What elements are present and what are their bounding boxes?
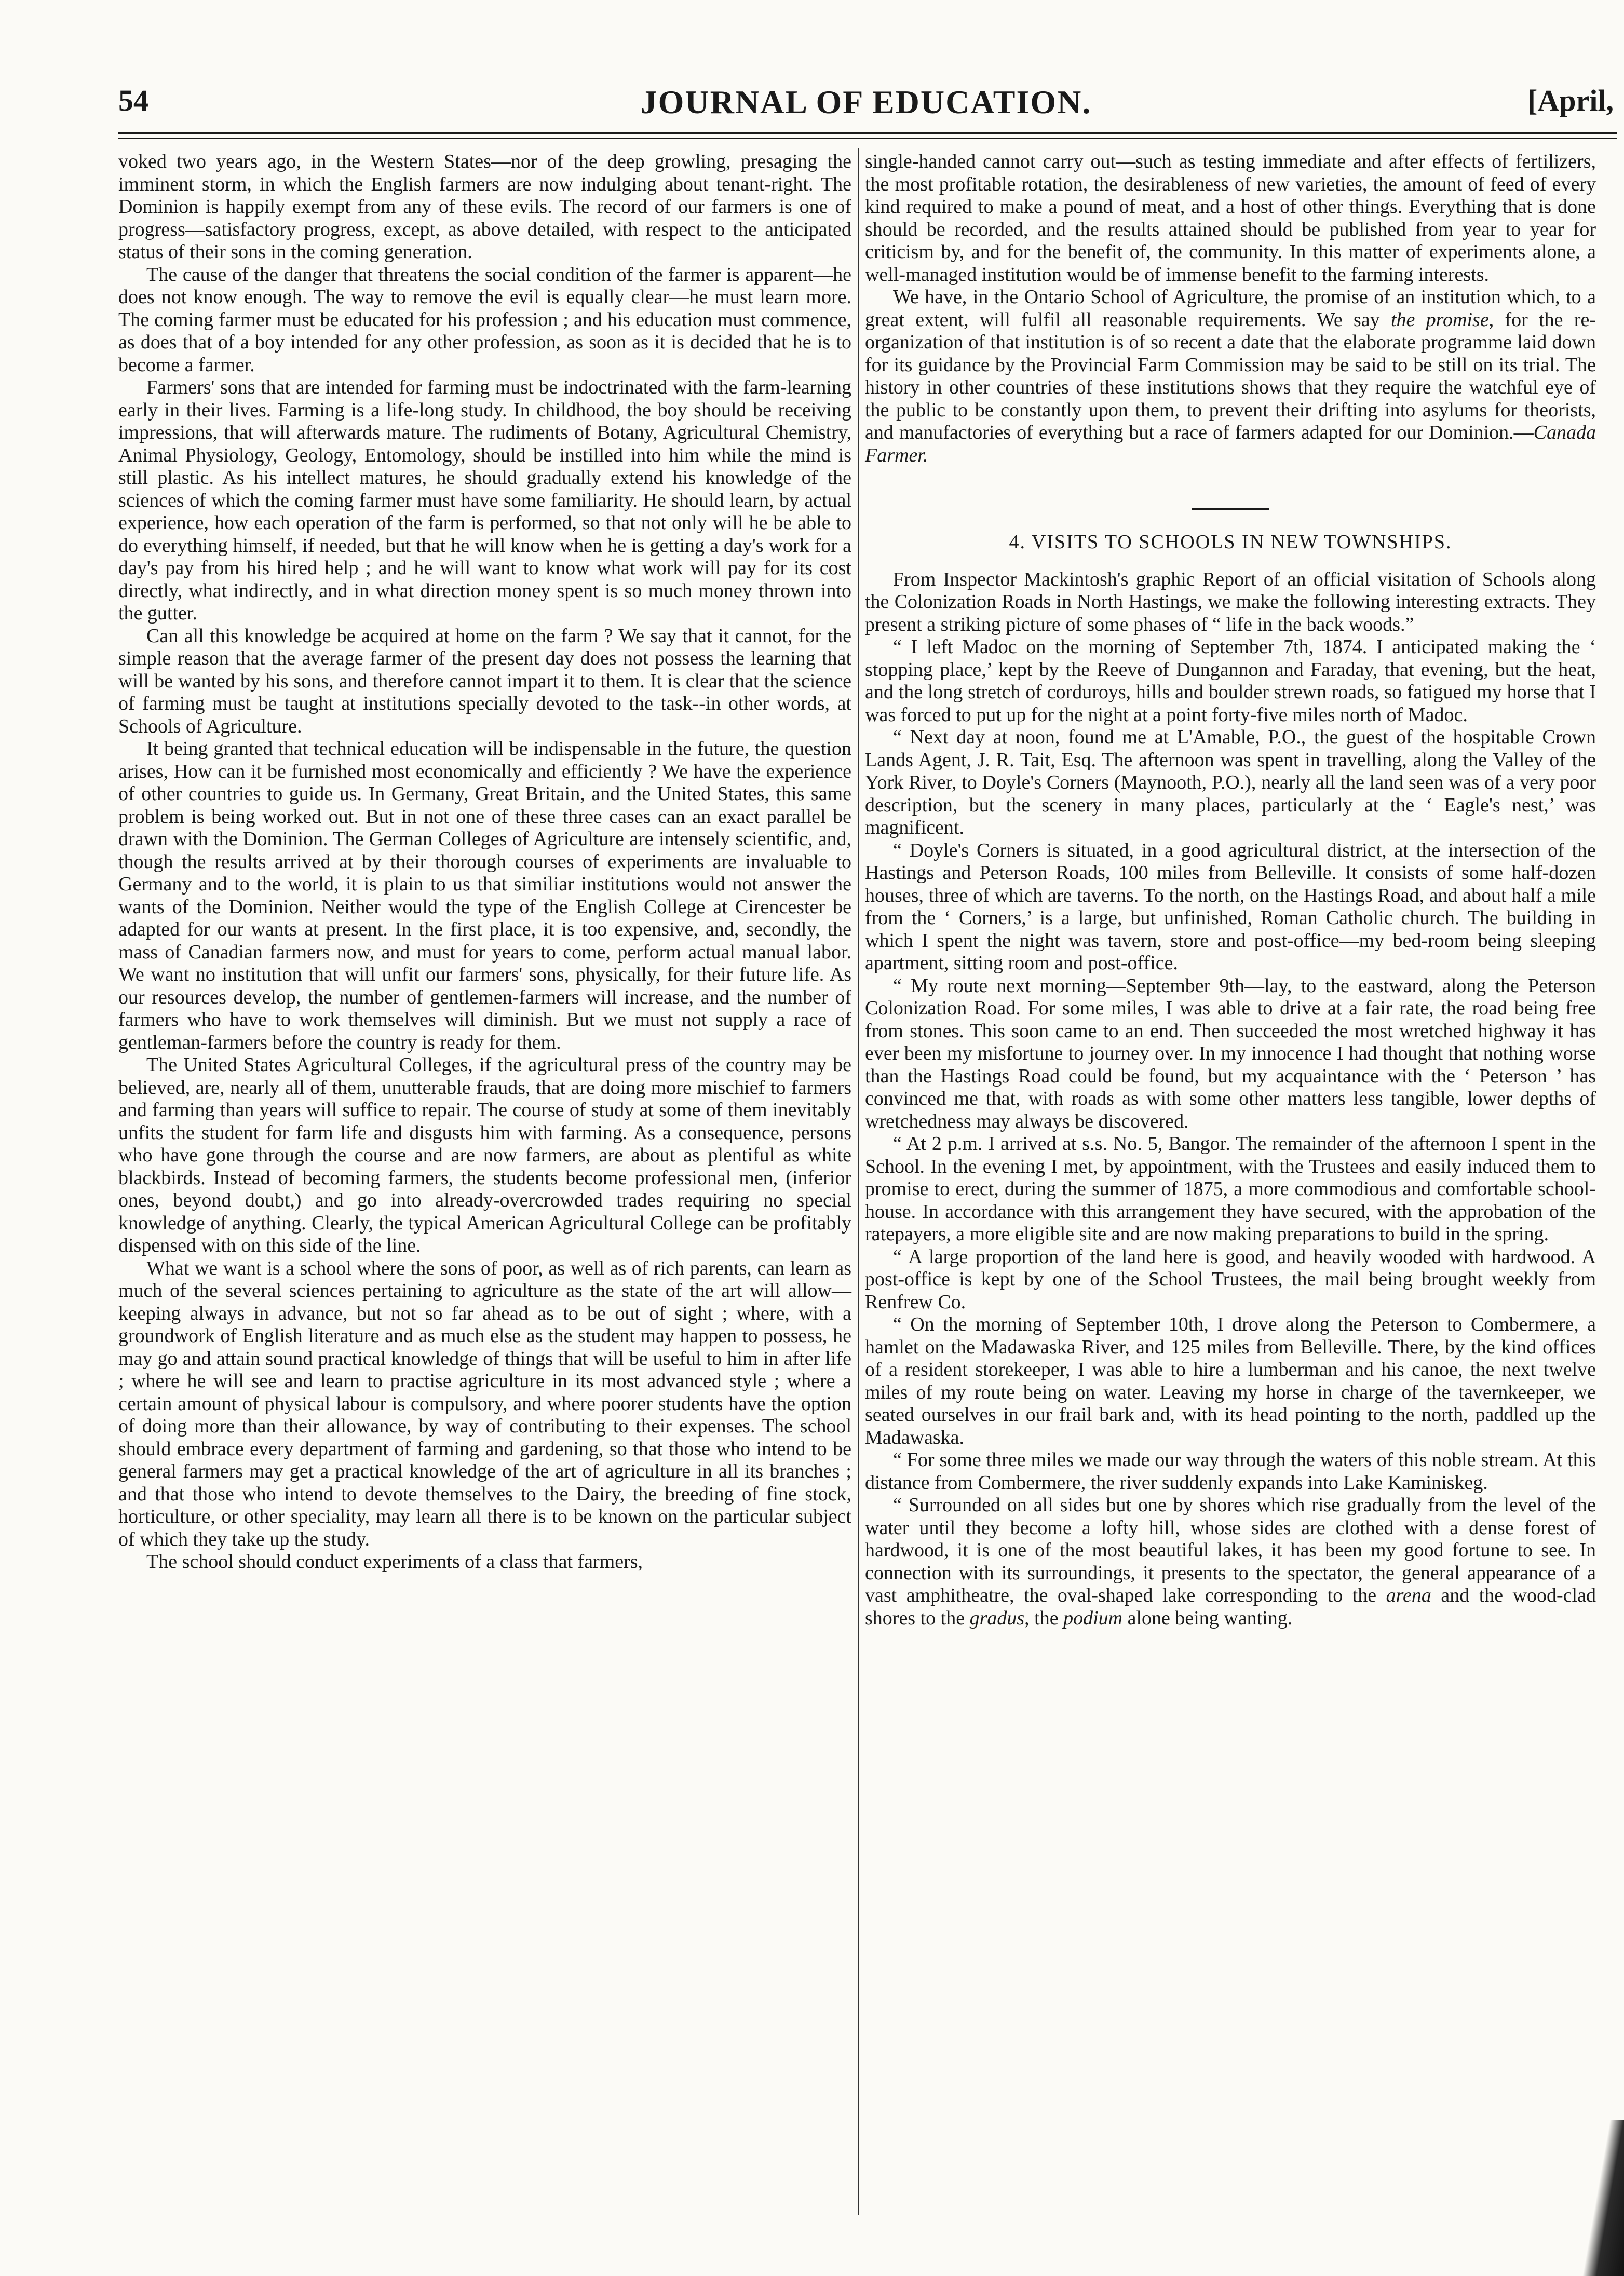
italic-text: gradus xyxy=(969,1607,1025,1629)
paragraph: “ At 2 p.m. I arrived at s.s. No. 5, Bangor. The remainder of the afternoon I spent in the School. In the evening I met, by appointment, with the Trustees and easily induced them to promise to erect, during the summer of 1875, a more commodious and comfortable school-house. In accordance with this arrangement they have secured, with the approbation of the ratepayers, a more eligible site and are now making preparations to build in the spring. xyxy=(865,1133,1596,1245)
paragraph: “ Next day at noon, found me at L'Amable, P.O., the guest of the hospitable Crown Lands Agent, J. R. Tait, Esq. The afternoon was spent in travelling, along the Valley of the York River, to Doyle's Corners (Maynooth, P.O.), nearly all the land seen was of a very poor description, but the scenery in many places, particularly at the ‘ Eagle's nest,’ was magnificent. xyxy=(865,726,1596,838)
text-run: alone being wanting. xyxy=(1122,1607,1293,1629)
italic-text: the promise xyxy=(1390,308,1489,331)
page-number: 54 xyxy=(118,84,148,117)
paragraph: “ Doyle's Corners is situated, in a good agricultural district, at the intersection of the Hastings and Peterson Roads, 100 miles from Belleville. It consists of some half-dozen houses, three of which are taverns. To the north, on the Hastings Road, and about half a mile from the ‘ Corners,’ is a large, but unfinished, Roman Catholic church. The building in which I spent the night was tavern, store and post-office—my bed-room being sleeping apartment, sitting room and post-office. xyxy=(865,839,1596,974)
section-heading: 4. VISITS TO SCHOOLS IN NEW TOWNSHIPS. xyxy=(1009,531,1452,553)
column-divider xyxy=(858,148,859,2215)
paragraph: Can all this knowledge be acquired at home on the farm ? We say that it cannot, for the simple reason that the average farmer of the present day does not possess the learning that will be wanted by his sons, and therefore cannot impart it to them. It is clear that the science of farming must be taught at institutions specially devoted to the task--in other words, at Schools of Agriculture. xyxy=(118,625,851,737)
paragraph: “ My route next morning—September 9th—lay, to the eastward, along the Peterson Colonization Road. For some miles, I was able to drive at a fair rate, the road being free from stones. This soon came to an end. Then succeeded the most wretched highway it has ever been my misfortune to journey over. In my innocence I had thought that nothing worse than the Hastings Road could be found, but my acquaintance with the ‘ Peterson ’ has convinced me that, with roads as with some other matters less tangible, lower depths of wretchedness may always be discovered. xyxy=(865,974,1596,1132)
text-run: , for the re-organization of that institution is of so recent a date that the elaborate programme laid down for its guidance by the Provincial Farm Commission may be said to be still on its trial. The history in other countries of these institutions shows that they require the watchful eye of the public to be constantly upon them, to prevent their drifting into asylums for theorists, and manufactories of everything but a race of farmers adapted for our Dominion.— xyxy=(865,308,1596,443)
source-credit: Canada Farmer. xyxy=(865,422,1596,466)
paragraph: The cause of the danger that threatens the social condition of the farmer is apparent—he does not know enough. The way to remove the evil is equally clear—he must learn more. The coming farmer must be educated for his profession ; and his education must commence, as does that of a boy intended for any other profession, as soon as it is decided that he is to become a farmer. xyxy=(118,263,851,376)
paragraph: What we want is a school where the sons of poor, as well as of rich parents, can learn as much of the several sciences pertaining to agriculture as the state of the art will allow—keeping always in advance, but not so far ahead as to be out of sight ; where, with a groundwork of English literature and as much else as the student may happen to possess, he may go and attain sound practical knowledge of things that will be useful to him in after life ; where he will see and learn to practise agriculture in its most advanced style ; where a certain amount of physical labour is compulsory, and where poorer students have the option of doing more than their allowance, by way of contributing to their expenses. The school should embrace every department of farming and gardening, so that those who intend to be general farmers may get a practical knowledge of the art of agriculture in all its branches ; and that those who intend to devote themselves to the Dairy, the breeding of fine stock, horticulture, or other speciality, may learn all there is to be known on the particular subject of which they take up the study. xyxy=(118,1257,851,1550)
paragraph: “ A large proportion of the land here is good, and heavily wooded with hardwood. A post-office is kept by one of the School Trustees, the mail being brought weekly from Renfrew Co. xyxy=(865,1245,1596,1313)
page-curl-shadow xyxy=(1582,2120,1624,2276)
final-paragraph xyxy=(865,1494,1596,1630)
italic-text: podium xyxy=(1063,1607,1123,1629)
paragraph: single-handed cannot carry out—such as testing immediate and after effects of fertilizers, the most profitable rotation, the desirableness of new varieties, the amount of feed of every kind required to make a pound of meat, and a host of other things. Everything that is done should be recorded, and the results attained should be published from year to year for criticism by, and for the benefit of, the community. In this matter of experiments alone, a well-managed institution would be of immense benefit to the farming interests. xyxy=(865,151,1596,286)
left-column xyxy=(118,151,851,1574)
page-header xyxy=(118,83,1614,130)
paragraph: “ I left Madoc on the morning of September 7th, 1874. I anticipated making the ‘ stopping place,’ kept by the Reeve of Dungannon and Faraday, that evening, but the heat, and the long stretch of corduroys, hills and boulder strewn roads, so fatigued my horse that I was forced to put up for the night at a point forty-five miles north of Madoc. xyxy=(865,636,1596,726)
paragraph: The United States Agricultural Colleges, if the agricultural press of the country may be believed, are, nearly all of them, unutterable frauds, that are doing more mischief to farmers and farming than years will suffice to repair. The course of study at some of them inevitably unfits the student for farm life and disgusts him with farming. As a consequence, persons who have gone through the course and are now farmers, are about as plentiful as white blackbirds. Instead of becoming farmers, the students become professional men, (inferior ones, beyond doubt,) and go into already-overcrowded trades requiring no special knowledge of anything. Clearly, the typical American Agricultural College can be profitably dispensed with on this side of the line. xyxy=(118,1054,851,1256)
running-month: [April, xyxy=(1527,84,1614,117)
promise-paragraph xyxy=(865,286,1596,467)
text-run: We have, in the Ontario School of Agriculture, the promise of an institution which, to a great extent, will fulfil all reasonable requirements. We say xyxy=(865,286,1596,331)
paragraph: “ For some three miles we made our way through the waters of this noble stream. At this distance from Combermere, the river suddenly expands into Lake Kaminiskeg. xyxy=(865,1449,1596,1494)
italic-text: arena xyxy=(1386,1584,1431,1606)
text-run: and the wood-clad shores to the xyxy=(865,1584,1596,1629)
paragraph: voked two years ago, in the Western States—nor of the deep growling, presaging the imminent storm, in which the English farmers are now indulging about tenant-right. The Dominion is happily exempt from any of these evils. The record of our farmers is one of progress—satisfactory progress, except, as above detailed, with respect to the anticipated status of their sons in the coming generation. xyxy=(118,151,851,263)
paragraph: “ On the morning of September 10th, I drove along the Peterson to Combermere, a hamlet on the Madawaska River, and 125 miles from Belleville. There, by the kind offices of a resident storekeeper, I was able to hire a lumberman and his canoe, the next twelve miles of my route being on water. Leaving my horse in charge of the tavernkeeper, we seated ourselves in our frail bark and, with its head pointing to the north, paddled up the Madawaska. xyxy=(865,1313,1596,1448)
paragraph: Farmers' sons that are intended for farming must be indoctrinated with the farm-learning early in their lives. Farming is a life-long study. In childhood, the boy should be receiving impressions, that will afterwards mature. The rudiments of Botany, Agricultural Chemistry, Animal Physiology, Geology, Entomology, should be instilled into him while the mind is still plastic. As his intellect matures, he should gradually extend his knowledge of the sciences of which the coming farmer must have some familiarity. He should learn, by actual experience, how each operation of the farm is performed, so that not only will he be able to do everything himself, if needed, but that he will know when he is getting a day's work for a day's pay from his hired help ; and he will want to know what work will pay for its cost directly, what indirectly, and in what direction money spent is so much money thrown into the gutter. xyxy=(118,376,851,624)
text-run: , the xyxy=(1024,1607,1064,1629)
journal-title: JOURNAL OF EDUCATION. xyxy=(640,84,1092,120)
text-run: “ Surrounded on all sides but one by shores which rise gradually from the level of the water until they become a lofty hill, whose sides are clothed with a dense forest of hardwood, it is one of the most beautiful lakes, it has been my good fortune to see. In connection with its surroundings, it presents to the spectator, the general appearance of a vast amphitheatre, the oval-shaped lake corresponding to the xyxy=(865,1494,1596,1606)
paragraph: It being granted that technical education will be indispensable in the future, the question arises, How can it be furnished most economically and efficiently ? We have the experience of other countries to guide us. In Germany, Great Britain, and the United States, this same problem is being worked out. But in not one of these three cases can an exact parallel be drawn with the Dominion. The German Colleges of Agriculture are intensely scientific, and, though the results arrived at by their thorough courses of experiments are invaluable to Germany and to the world, it is plain to us that similiar institutions would not answer the wants of the Dominion. Neither would the type of the English College at Cirencester be adapted for our wants at present. In the first place, it is too expensive, and, secondly, the mass of Canadian farmers now, and must for years to come, perform actual manual labor. We want no institution that will unfit our farmers' sons, physically, for their future life. As our resources develop, the number of gentlemen-farmers will increase, and the number of farmers who have to work themselves will diminish. But we must not supply a race of gentleman-farmers before the country is ready for them. xyxy=(118,738,851,1053)
paragraph: The school should conduct experiments of a class that farmers, xyxy=(146,1551,643,1573)
paragraph: From Inspector Mackintosh's graphic Report of an official visitation of Schools along the Colonization Roads in North Hastings, we make the following interesting extracts. They present a striking picture of some phases of “ life in the back woods.” xyxy=(865,568,1596,635)
header-rule-thick xyxy=(118,132,1617,134)
right-column xyxy=(865,151,1596,1630)
header-rule-thin xyxy=(118,138,1617,139)
section-divider xyxy=(1192,508,1269,510)
